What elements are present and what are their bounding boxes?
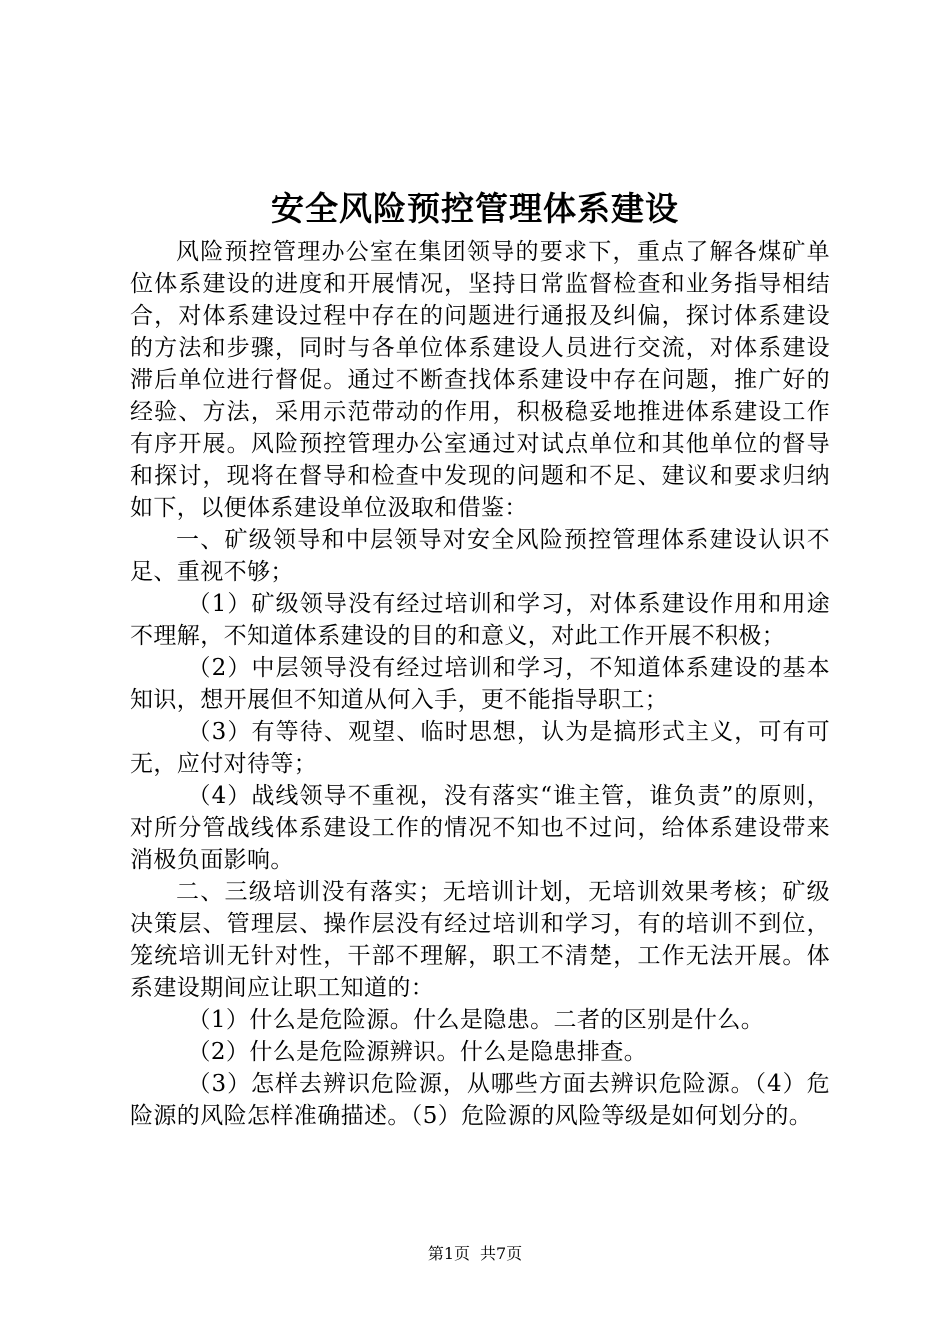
section-heading-1: 一、矿级领导和中层领导对安全风险预控管理体系建设认识不足、重视不够； xyxy=(130,527,830,585)
list-item-1-4: （4）战线领导不重视，没有落实“谁主管，谁负责”的原则，对所分管战线体系建设工作的情况不知也不过问，给体系建设带来消极负面影响。 xyxy=(130,783,830,873)
section-heading-2: 二、三级培训没有落实；无培训计划，无培训效果考核；矿级决策层、管理层、操作层没有经过培训和学习，有的培训不到位，笼统培训无针对性，干部不理解，职工不清楚，工作无法开展。体系建设期间应让职工知道的： xyxy=(130,879,830,1001)
paragraph-intro: 风险预控管理办公室在集团领导的要求下，重点了解各煤矿单位体系建设的进度和开展情况，坚持日常监督检查和业务指导相结合，对体系建设过程中存在的问题进行通报及纠偏，探讨体系建设的方法和步骤，同时与各单位体系建设人员进行交流，对体系建设滞后单位进行督促。通过不断查找体系建设中存在问题，推广好的经验、方法，采用示范带动的作用，积极稳妥地推进体系建设工作有序开展。风险预控管理办公室通过对试点单位和其他单位的督导和探讨，现将在督导和检查中发现的问题和不足、建议和要求归纳如下，以便体系建设单位汲取和借鉴： xyxy=(130,239,830,521)
list-item-1-3: （3）有等待、观望、临时思想，认为是搞形式主义，可有可无，应付对待等； xyxy=(130,719,830,777)
page-total: 共7页 xyxy=(480,1244,523,1263)
page-number: 第1页 xyxy=(427,1244,470,1263)
document-title: 安全风险预控管理体系建设 xyxy=(271,189,679,228)
list-item-1-1: （1）矿级领导没有经过培训和学习，对体系建设作用和用途不理解，不知道体系建设的目的和意义，对此工作开展不积极； xyxy=(130,591,830,649)
list-item-2-2: （2）什么是危险源辨识。什么是隐患排查。 xyxy=(187,1039,648,1065)
list-item-2-1: （1）什么是危险源。什么是隐患。二者的区别是什么。 xyxy=(187,1007,765,1033)
page-footer xyxy=(0,1244,950,1264)
list-item-1-2: （2）中层领导没有经过培训和学习，不知道体系建设的基本知识，想开展但不知道从何入手，更不能指导职工； xyxy=(130,655,830,713)
document-body xyxy=(130,236,830,1132)
list-item-2-3: （3）怎样去辨识危险源，从哪些方面去辨识危险源。（4）危险源的风险怎样准确描述。（5）危险源的风险等级是如何划分的。 xyxy=(130,1071,830,1129)
